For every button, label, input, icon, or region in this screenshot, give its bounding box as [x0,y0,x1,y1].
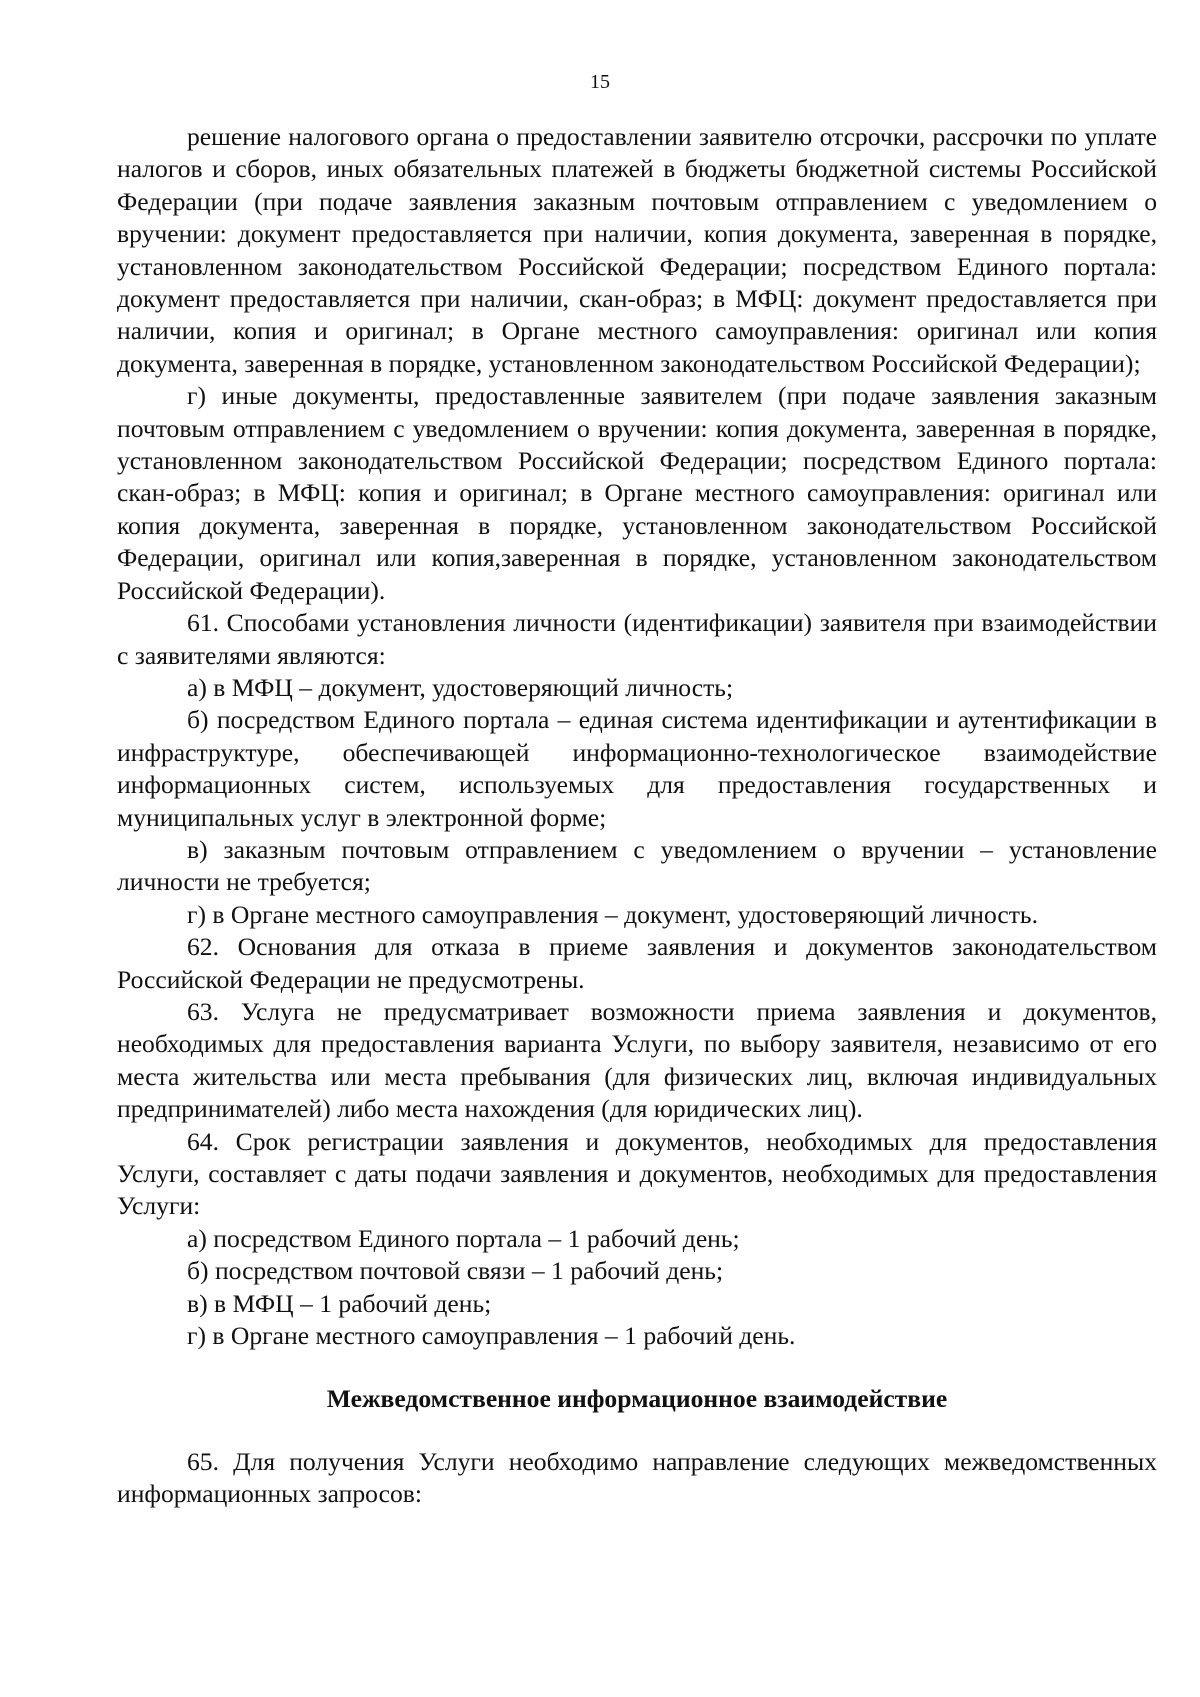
paragraph-61-identification-methods: 61. Способами установления личности (идентификации) заявителя при взаимодействии с заявителями являются: [117,608,1157,670]
paragraph-63-extraterritorial: 63. Услуга не предусматривает возможности приема заявления и документов, необходимых для предоставления варианта Услуги, по выбору заявителя, независимо от его места жительства или места пребывания (для физических лиц, включая индивидуальных предпринимателей) либо места нахождения (для юридических лиц). [117,996,1157,1124]
section-heading: Межведомственное информационное взаимодействие [326,1384,948,1414]
paragraph-65-interagency-requests: 65. Для получения Услуги необходимо направление следующих межведомственных информационных запросов: [117,1446,1157,1509]
paragraph-61g-local-authority: г) в Органе местного самоуправления – документ, удостоверяющий личность. [187,899,1038,929]
paragraph-64-registration-term: 64. Срок регистрации заявления и документов, необходимых для предоставления Услуги, составляет с даты подачи заявления и документов, необходимых для предоставления Услуги: [117,1126,1157,1221]
paragraph-61v-mail: в) заказным почтовым отправлением с уведомлением о вручении – установление личности не требуется; [117,834,1157,897]
paragraph-64b-post: б) посредством почтовой связи – 1 рабочий день; [187,1256,724,1286]
paragraph-61b-portal: б) посредством Единого портала – единая система идентификации и аутентификации в инфраструктуре, обеспечивающей информационно-технологическое взаимодействие информационных систем, используемых для предоставления государственных и муниципальных услуг в электронной форме; [117,705,1157,832]
paragraph-61a-mfc: а) в МФЦ – документ, удостоверяющий личность; [187,672,734,702]
paragraph-64a-portal: а) посредством Единого портала – 1 рабочий день; [187,1223,740,1253]
paragraph-other-documents: г) иные документы, предоставленные заявителем (при подаче заявления заказным почтовым отправлением с уведомлением о вручении: копия документа, заверенная в порядке, установленном законодательством Российской Федерации; посредством Единого портала: скан-образ; в МФЦ: копия и оригинал; в Органе местного самоуправления: оригинал или копия документа, заверенная в порядке, установленном законодательством Российской Федерации, оригинал или копия,заверенная в порядке, установленном законодательством Российской Федерации). [117,381,1157,605]
paragraph-62-refusal-grounds: 62. Основания для отказа в приеме заявления и документов законодательством Российской Федерации не предусмотрены. [117,932,1157,994]
paragraph-tax-deferral-decision: решение налогового органа о предоставлении заявителю отсрочки, рассрочки по уплате налогов и сборов, иных обязательных платежей в бюджеты бюджетной системы Российской Федерации (при подаче заявления заказным почтовым отправлением с уведомлением о вручении: документ предоставляется при наличии, копия документа, заверенная в порядке, установленном законодательством Российской Федерации; посредством Единого портала: документ предоставляется при наличии, скан-образ; в МФЦ: документ предоставляется при наличии, копия и оригинал; в Органе местного самоуправления: оригинал или копия документа, заверенная в порядке, установленном законодательством Российской Федерации); [117,122,1157,378]
paragraph-64v-mfc: в) в МФЦ – 1 рабочий день; [187,1288,492,1318]
paragraph-64g-local-authority: г) в Органе местного самоуправления – 1 рабочий день. [187,1321,796,1351]
document-body [117,121,1157,1511]
page-number: 15 [590,71,610,93]
